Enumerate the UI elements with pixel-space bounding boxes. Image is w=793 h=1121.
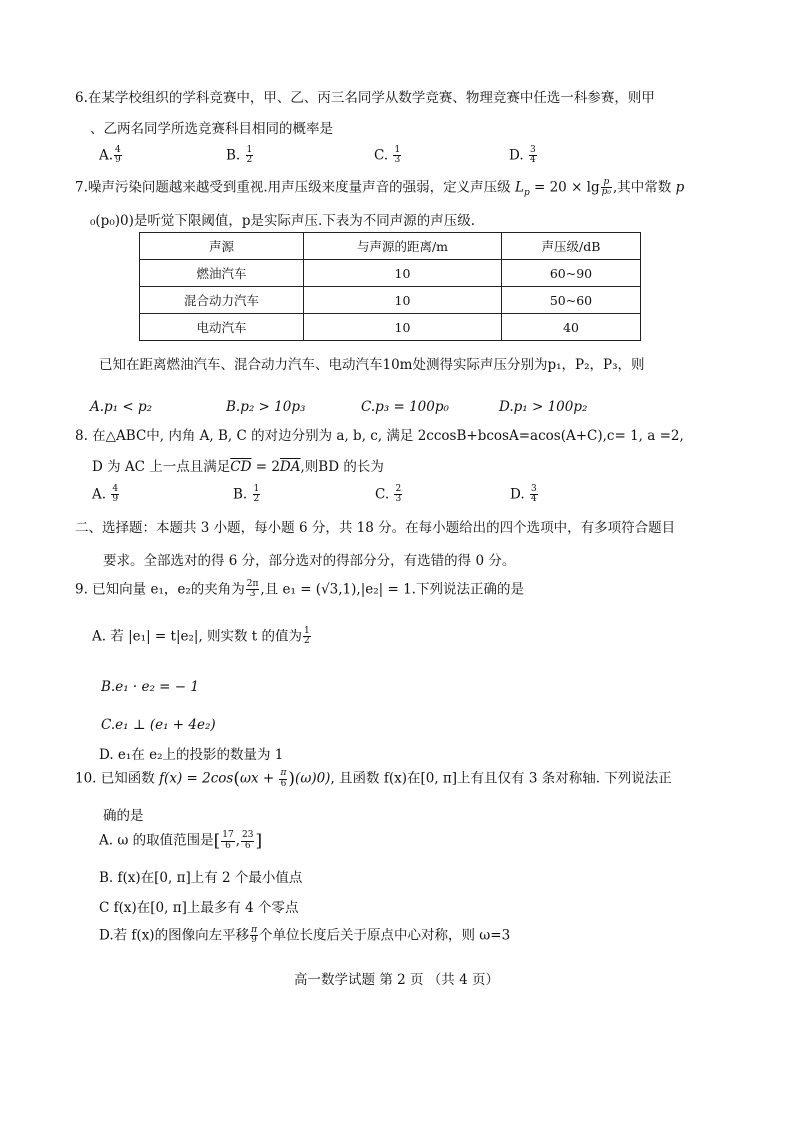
q6-option-d: D. $\frac{3}{4}$: [509, 145, 536, 166]
table-header-cell: 声压级/dB: [502, 233, 641, 260]
q7-option-d: D.p₁ > 100p₂: [499, 399, 588, 415]
q9-option-d: D. e₁在 e₂上的投影的数量为 1: [99, 747, 284, 763]
sound-level-table: [139, 232, 641, 341]
q8-option-d: D. $\frac{3}{4}$: [510, 484, 537, 505]
q8-line2: D 为 AC 上一点且满足$\overline{CD} = 2\overline{DA}$,则BD 的长为: [92, 459, 384, 475]
q7-line1: 7.噪声污染问题越来越受到重视.用声压级来度量声音的强弱，定义声压级 $L_p = 20 \times \lg$ $\frac{p}{\text{p₀}}$ ,其中常数 p: [75, 177, 685, 199]
q7-option-b: B.p₂ > 10p₃: [226, 399, 306, 415]
q10-option-b: B. f(x)在[0, π]上有 2 个最小值点: [99, 870, 303, 886]
table-cell: 60~90: [502, 260, 641, 287]
q9-option-b: B.e₁ · e₂ = − 1: [101, 679, 199, 695]
table-row: [140, 287, 641, 314]
page-footer: 高一数学试题 第 2 页 （共 4 页）: [294, 972, 499, 988]
q6-option-c: C. $\frac{1}{3}$: [374, 145, 401, 166]
q10-option-d: D.若 f(x)的图像向左平移 $\frac{\pi}{9}$ 个单位长度后关于原点中心对称，则 ω=3: [99, 925, 511, 946]
q10-option-a: A. ω 的取值范围是[ $\frac{17}{6}$ , $\frac{23}{6}$ ]: [99, 830, 263, 851]
section2-line1: 二、选择题：本题共 3 小题，每小题 6 分，共 18 分。在每小题给出的四个选项中，有多项符合题目: [75, 520, 676, 536]
q10-line2: 确的是: [103, 808, 144, 824]
q7-line2: ₀(p₀)0)是听觉下限阈值，p是实际声压.下表为不同声源的声压级.: [90, 213, 476, 229]
q7-option-a: A.p₁ < p₂: [90, 399, 153, 415]
q8-option-a: A. $\frac{4}{9}$: [92, 484, 119, 505]
q10-option-c: C f(x)在[0, π]上最多有 4 个零点: [99, 900, 299, 916]
table-cell: 10: [304, 314, 502, 341]
q10-line1: 10. 已知函数 f(x) = 2cos(ωx + $\frac{\pi}{6}$ )(ω)0), 且函数 f(x)在[0, π]上有且仅有 3 条对称轴. 下列说法正: [75, 768, 672, 789]
q8-option-b: B. $\frac{1}{2}$: [233, 484, 260, 505]
q9-option-a: A. 若 |e₁| = t|e₂|, 则实数 t 的值为 $\frac{1}{2}$: [92, 626, 310, 647]
q6-option-b: B. $\frac{1}{2}$: [226, 145, 253, 166]
q6-line2: 、乙两名同学所选竞赛科目相同的概率是: [90, 121, 333, 137]
table-row: [140, 260, 641, 287]
table-cell: 10: [304, 287, 502, 314]
q7-option-c: C.p₃ = 100p₀: [361, 399, 449, 415]
section2-line2: 要求。全部选对的得 6 分，部分选对的得部分分，有选错的得 0 分。: [103, 553, 516, 569]
q6-line1: 6.在某学校组织的学科竞赛中，甲、乙、丙三名同学从数学竞赛、物理竞赛中任选一科参赛，则甲: [75, 90, 655, 106]
table-cell: 50~60: [502, 287, 641, 314]
table-row: [140, 314, 641, 341]
table-cell: 混合动力汽车: [140, 287, 304, 314]
table-cell: 40: [502, 314, 641, 341]
table-cell: 10: [304, 260, 502, 287]
table-cell: 燃油汽车: [140, 260, 304, 287]
q7-after-table: 已知在距离燃油汽车、混合动力汽车、电动汽车10m处测得实际声压分别为p₁，P₂，P₃，则: [99, 357, 645, 373]
table-cell: 电动汽车: [140, 314, 304, 341]
q9-option-c: C.e₁ ⊥ (e₁ + 4e₂): [101, 717, 216, 733]
table-header-cell: 声源: [140, 233, 304, 260]
q8-line1: 8. 在△ABC中, 内角 A, B, C 的对边分别为 a, b, c, 满足 2ccosB+bcosA=acos(A+C),c= 1, a =2,: [75, 428, 684, 444]
q8-option-c: C. $\frac{2}{3}$: [375, 484, 402, 505]
table-header-cell: 与声源的距离/m: [304, 233, 502, 260]
table-header-row: [140, 233, 641, 260]
q6-option-a: A. $\frac{4}{9}$: [99, 145, 121, 166]
q9-line1: 9. 已知向量 e₁，e₂的夹角为 $\frac{2\pi}{3}$ ,且 e₁ = (√3,1),|e₂| = 1.下列说法正确的是: [75, 579, 524, 600]
